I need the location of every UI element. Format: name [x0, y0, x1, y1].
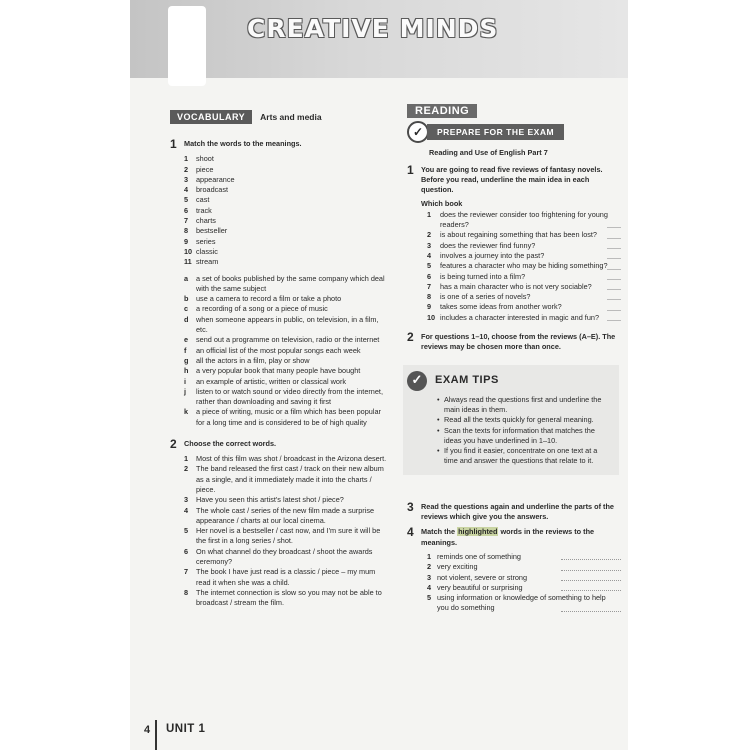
item-number: 6 [184, 546, 189, 556]
list-item [184, 294, 390, 304]
list-item [427, 251, 619, 261]
item-number: e [184, 335, 189, 345]
answer-line[interactable] [607, 227, 621, 228]
item-number: j [184, 386, 187, 396]
item-number: 2 [184, 164, 189, 174]
item-text: charts [196, 216, 216, 226]
item-text: does the reviewer consider too frightening for young readers? [440, 209, 608, 230]
exercise-2-heading [170, 438, 390, 450]
list-item [427, 230, 619, 240]
instruction-part: words in the reviews to the meanings. [421, 527, 595, 547]
vocabulary-subtitle: Arts and media [260, 112, 322, 122]
item-number: 4 [427, 250, 432, 260]
item-number: 2 [427, 562, 432, 572]
answer-line[interactable] [607, 248, 621, 249]
item-number: 5 [427, 261, 432, 271]
exam-part: Reading and Use of English Part 7 [429, 148, 548, 158]
item-text: has a main character who is not very sociable? [440, 281, 592, 291]
item-text: appearance [196, 174, 235, 184]
exercise-number: 1 [170, 137, 177, 152]
list-item [427, 573, 619, 583]
item-text: The band released the first cast / track on their new album as a single, and it immediately made it into the charts / piece. [196, 464, 384, 494]
item-text: a piece of writing, music or a film which has been popular for a long time and is considered to be of high quality [196, 407, 381, 427]
list-item [427, 210, 619, 231]
item-number: 7 [184, 567, 189, 577]
item-number: 4 [184, 185, 189, 195]
item-text: when someone appears in public, on television, in a film, etc. [196, 314, 379, 335]
item-number: b [184, 294, 189, 304]
answer-line[interactable] [607, 238, 621, 239]
reading-question-list [427, 210, 619, 323]
answer-line[interactable] [607, 299, 621, 300]
reading-exercise-1-heading [407, 164, 619, 196]
item-number: 5 [184, 526, 189, 536]
item-number: 9 [184, 236, 189, 246]
exam-tips-title: EXAM TIPS [435, 374, 499, 387]
item-text: using information or knowledge of something to help you do something [437, 593, 606, 613]
answer-line[interactable] [561, 611, 621, 612]
page-number: 4 [144, 724, 151, 736]
exercise-number: 4 [407, 525, 414, 540]
item-text: track [196, 205, 212, 215]
reading-exercise-4-heading [407, 526, 619, 548]
item-text: stream [196, 257, 219, 267]
item-number: 6 [427, 271, 432, 281]
list-item [184, 335, 390, 345]
item-text: not violent, severe or strong [437, 572, 528, 582]
item-number: 2 [427, 230, 432, 240]
answer-line[interactable] [561, 559, 621, 560]
tip-item: • Always read the questions first and underline the main ideas in them. [437, 395, 613, 416]
item-text: reminds one of something [437, 551, 521, 561]
item-text: listen to or watch sound or video directly from the internet, rather than downloading and saving it first [196, 386, 383, 407]
item-text: classic [196, 246, 218, 256]
item-number: 3 [184, 495, 189, 505]
unit-number-block [168, 6, 206, 86]
list-item [184, 175, 390, 185]
item-number: k [184, 407, 189, 417]
item-text: shoot [196, 154, 214, 164]
exercise-instruction: Match the words to the meanings. [184, 139, 302, 149]
item-text: The internet connection is slow so you may not be able to broadcast / stream the film. [196, 587, 382, 608]
item-number: 1 [427, 209, 432, 219]
item-text: send out a programme on television, radio or the internet [196, 335, 380, 345]
footer-divider [155, 720, 157, 750]
item-text: features a character who may be hiding something? [440, 261, 608, 271]
reading-exercise-3-heading [407, 501, 619, 523]
item-number: 5 [427, 593, 432, 603]
exam-tips-header [407, 371, 613, 391]
unit-title: CREATIVE MINDS [247, 14, 499, 43]
list-item [184, 407, 390, 428]
exercise-instruction: Read the questions again and underline the parts of the reviews which give you the answers. [421, 501, 614, 522]
highlight-meaning-list [427, 552, 619, 614]
list-item [184, 356, 390, 366]
item-text: an example of artistic, written or classical work [196, 376, 347, 386]
list-item [184, 257, 390, 267]
list-item [184, 454, 390, 464]
header-band [130, 0, 628, 78]
list-item [184, 526, 390, 547]
meaning-list [184, 274, 390, 428]
exercise-1-heading [170, 138, 390, 150]
list-item [427, 302, 619, 312]
answer-line[interactable] [607, 279, 621, 280]
list-item [184, 195, 390, 205]
item-number: 10 [427, 312, 436, 322]
list-item [184, 506, 390, 527]
item-number: c [184, 304, 189, 314]
list-item [184, 185, 390, 195]
list-item [184, 377, 390, 387]
exercise-instruction: For questions 1–10, choose from the reviews (A–E). The reviews may be chosen more than once. [421, 332, 616, 352]
tip-item: • Read all the texts quickly for general meaning. [437, 415, 613, 425]
answer-line[interactable] [607, 289, 621, 290]
list-item [184, 547, 390, 568]
list-item [184, 387, 390, 408]
list-item [184, 315, 390, 336]
item-number: 3 [427, 240, 432, 250]
item-number: 1 [427, 551, 432, 561]
exercise-number: 2 [407, 330, 414, 345]
exercise-instruction [421, 526, 619, 548]
exercise-instruction: You are going to read five reviews of fantasy novels. Before you read, underline the main idea in each question. [421, 164, 603, 195]
list-item [184, 588, 390, 609]
exam-tips-list [437, 395, 613, 467]
item-text: Her novel is a bestseller / cast now, and I'm sure it will be the first in a long series / shot. [196, 526, 381, 546]
list-item [427, 292, 619, 302]
page-footer [130, 710, 628, 750]
list-item [184, 304, 390, 314]
answer-line[interactable] [607, 258, 621, 259]
exercise-number: 2 [170, 437, 177, 452]
list-item [184, 165, 390, 175]
item-text: Most of this film was shot / broadcast in the Arizona desert. [196, 454, 387, 464]
list-item [427, 261, 619, 271]
tip-item: • If you find it easier, concentrate on one text at a time and answer the questions that relate to it. [437, 446, 613, 467]
item-number: 7 [427, 281, 432, 291]
list-item [184, 346, 390, 356]
list-item [184, 237, 390, 247]
item-text: bestseller [196, 226, 228, 236]
item-text: series [196, 236, 216, 246]
item-text: takes some ideas from another work? [440, 302, 562, 312]
list-item [427, 583, 619, 593]
check-icon: ✓ [407, 371, 427, 391]
item-text: broadcast [196, 185, 229, 195]
item-number: 4 [184, 505, 189, 515]
list-item [184, 464, 390, 495]
item-text: a recording of a song or a piece of music [196, 304, 328, 314]
prepare-tag: PREPARE FOR THE EXAM [427, 124, 564, 140]
answer-line[interactable] [607, 310, 621, 311]
exercise-number: 3 [407, 499, 414, 514]
item-number: i [184, 376, 187, 386]
item-text: does the reviewer find funny? [440, 240, 536, 250]
instruction-part: Match the [421, 527, 456, 537]
list-item [184, 154, 390, 164]
item-text: The book I have just read is a classic / piece – my mum read it when she was a child. [196, 567, 376, 587]
answer-line[interactable] [607, 269, 621, 270]
list-item [184, 274, 390, 295]
item-text: includes a character interested in magic and fun? [440, 312, 600, 322]
item-text: all the actors in a film, play or show [196, 355, 310, 365]
item-number: 3 [184, 174, 189, 184]
which-book-lead: Which book [421, 199, 463, 209]
item-number: d [184, 314, 189, 324]
item-text: a set of books published by the same company which deal with the same subject [196, 273, 385, 293]
item-number: 8 [427, 292, 432, 302]
item-number: 8 [184, 226, 189, 236]
answer-line[interactable] [561, 580, 621, 581]
item-number: h [184, 366, 189, 376]
exercise-number: 1 [407, 162, 414, 177]
item-number: 2 [184, 464, 189, 474]
item-number: 3 [427, 572, 432, 582]
item-number: 1 [184, 454, 189, 464]
list-item [184, 226, 390, 236]
item-number: a [184, 273, 189, 283]
list-item [427, 593, 619, 614]
item-text: a very popular book that many people have bought [196, 366, 361, 376]
item-text: is about regaining something that has been lost? [440, 230, 597, 240]
vocabulary-tag: VOCABULARY [170, 110, 252, 124]
item-number: f [184, 345, 187, 355]
item-text: The whole cast / series of the new film made a surprise appearance / charts at our local cinema. [196, 505, 375, 525]
list-item [427, 241, 619, 251]
item-number: 5 [184, 195, 189, 205]
item-text: On what channel do they broadcast / shoot the awards ceremony? [196, 546, 373, 566]
item-number: 1 [184, 154, 189, 164]
list-item [184, 247, 390, 257]
item-text: very beautiful or surprising [437, 582, 523, 592]
item-number: 6 [184, 205, 189, 215]
item-number: 8 [184, 587, 189, 597]
answer-line[interactable] [561, 570, 621, 571]
check-icon: ✓ [407, 121, 429, 143]
unit-label: UNIT 1 [166, 723, 206, 735]
answer-line[interactable] [561, 590, 621, 591]
item-text: is being turned into a film? [440, 271, 526, 281]
exercise-instruction: Choose the correct words. [184, 439, 277, 449]
item-text: involves a journey into the past? [440, 250, 545, 260]
list-item [427, 562, 619, 572]
answer-line[interactable] [607, 320, 621, 321]
prepare-banner [407, 121, 619, 143]
list-item [184, 366, 390, 376]
item-number: 10 [184, 246, 193, 256]
list-item [184, 216, 390, 226]
item-text: Have you seen this artist's latest shot / piece? [196, 495, 344, 505]
item-number: 11 [184, 257, 192, 267]
list-item [184, 495, 390, 505]
list-item [427, 272, 619, 282]
item-text: very exciting [437, 562, 478, 572]
item-text: is one of a series of novels? [440, 292, 531, 302]
list-item [184, 206, 390, 216]
item-text: an official list of the most popular songs each week [196, 345, 361, 355]
list-item [427, 552, 619, 562]
item-number: g [184, 355, 189, 365]
vocabulary-column [170, 110, 390, 614]
tip-item: • Scan the texts for information that matches the ideas you have underlined in 1–10. [437, 426, 613, 447]
reading-column [407, 104, 619, 614]
item-text: piece [196, 164, 214, 174]
item-number: 7 [184, 216, 189, 226]
word-list [184, 154, 390, 267]
highlighted-word: highlighted [458, 527, 498, 537]
exam-tips-box [403, 365, 619, 475]
workbook-page [130, 0, 628, 750]
vocabulary-header [170, 110, 390, 124]
list-item [427, 282, 619, 292]
item-text: cast [196, 195, 210, 205]
list-item [427, 313, 619, 323]
item-number: 4 [427, 582, 432, 592]
item-text: use a camera to record a film or take a photo [196, 294, 342, 304]
reading-tag: READING [407, 104, 477, 118]
item-number: 9 [427, 302, 432, 312]
list-item [184, 567, 390, 588]
choose-words-list [184, 454, 390, 608]
reading-exercise-2-heading [407, 331, 619, 353]
